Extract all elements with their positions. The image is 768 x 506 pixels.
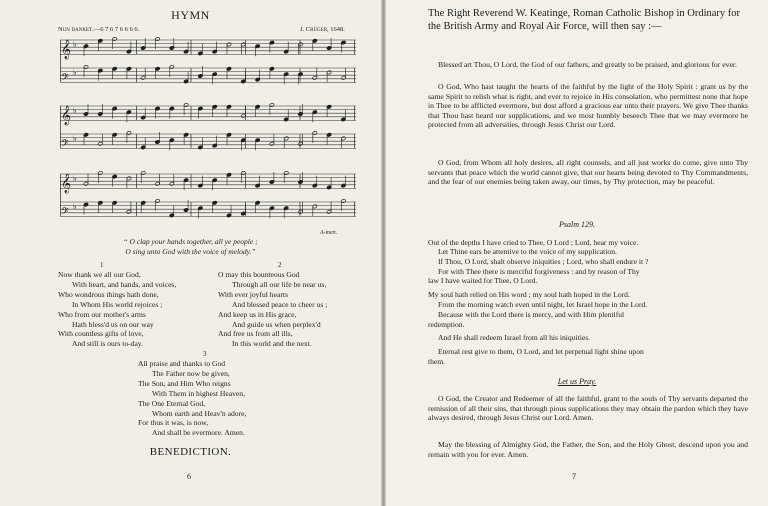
verse-line: Who wondrous things hath done,: [58, 289, 159, 299]
verse-line: And still is ours to-day.: [72, 339, 144, 349]
treble-clef: 𝄞: [61, 173, 72, 194]
psalm-line: law I have waited for Thee, O Lord.: [428, 276, 538, 285]
flat-sign: ♭: [73, 40, 77, 50]
bishop-introduction: The Right Reverend W. Keatinge, Roman Catholic Bishop in Ordinary for the British Army and Royal Air Force, will then say :—: [428, 8, 741, 32]
verse-line: Who from our mother's arms: [58, 309, 146, 319]
blessing-paragraph: May the blessing of Almighty God, the Father, the Son, and the Holy Ghost, descend upon you and remain with you for ever. Amen.: [428, 440, 748, 459]
verse-2: [218, 270, 327, 349]
hymn-title: HYMN: [171, 8, 210, 22]
verse-1: [58, 270, 176, 349]
psalm-heading: Psalm 129.: [559, 220, 595, 229]
verse-line: And keep us in His grace,: [218, 309, 297, 319]
verse-line: With Them in highest Heaven,: [152, 388, 245, 398]
psalm-line: them.: [428, 357, 446, 366]
prayer-paragraph-3: O God, from Whom all holy desires, all right counsels, and all just works do come, give unto Thy servants that peace which the world cannot give, that our hearts being devoted to Thy Commandments, and the fear of our enemies being taken away, our times, by Thy protection, may be peaceful.: [428, 158, 748, 187]
psalm-line: For with Thee there is merciful forgiveness : and by reason of Thy: [438, 267, 640, 276]
scripture-quote-line-2: O sing unto God with the voice of melody.”: [125, 247, 256, 256]
verse-line: O may this bounteous God: [218, 270, 300, 279]
verse-3: [138, 359, 246, 438]
benediction-heading: BENEDICTION.: [149, 446, 232, 458]
bass-clef: 𝄢: [61, 205, 69, 220]
psalm-line: My soul hath relied on His word ; my soul hath hoped in the Lord.: [428, 290, 630, 299]
prayer-paragraph-4: O God, the Creator and Redeemer of all the faithful, grant to the souls of Thy servants departed the remission of all their sins, that through pious supplications they may obtain the pardon which they have always desired, through Jesus Christ our Lord. Amen.: [428, 394, 748, 423]
verse-line: The One Eternal God,: [138, 398, 206, 408]
verse-number-2: 2: [278, 261, 282, 269]
amen-label: A-men.: [320, 230, 338, 236]
verse-line: Now thank we all our God,: [58, 270, 141, 279]
prayer-paragraph-2: O God, Who hast taught the hearts of the faithful by the light of the Holy Spirit : grant us by the same Spirit to relish what is right, and ever to rejoice in His consolation, who permittest none that hope in Thee to be afflicted evermore, but dost afford a gracious ear unto their prayers. We give Thee thanks that Thou hast heard our supplications, and we most humbly beseech Thee that we may evermore be protected from all adversities, through Jesus Christ our Lord.: [428, 82, 748, 130]
psalm-line: If Thou, O Lord, shalt observe iniquities ; Lord, who shall endure it ?: [438, 257, 649, 266]
treble-clef: 𝄞: [61, 105, 72, 126]
verse-line: Whom earth and Heav'n adore,: [152, 408, 247, 418]
scripture-quote-line-1: “ O clap your hands together, all ye people ;: [123, 237, 258, 246]
treble-clef: 𝄞: [61, 39, 72, 60]
verse-line: The Son, and Him Who reigns: [138, 378, 231, 388]
verse-number-3: 3: [203, 350, 207, 358]
flat-sign: ♭: [73, 202, 77, 212]
verse-line: And shall be evermore. Amen.: [152, 428, 245, 438]
psalm-line: And He shall redeem Israel from all his iniquities.: [438, 333, 591, 342]
psalm-line: From the morning watch even until night, let Israel hope in the Lord.: [438, 300, 648, 309]
page-number-right: 7: [572, 472, 576, 481]
verse-line: For thus it was, is now,: [138, 418, 209, 428]
verse-line: Hath bless'd us on our way: [72, 319, 154, 329]
verse-line: All praise and thanks to God: [138, 359, 226, 368]
psalm-line: Eternal rest give to them, O Lord, and let perpetual light shine upon: [438, 347, 644, 356]
verse-line: And blessed peace to cheer us ;: [232, 299, 328, 309]
flat-sign: ♭: [73, 106, 77, 116]
flat-sign: ♭: [73, 134, 77, 144]
bass-clef: 𝄢: [61, 71, 69, 86]
prayer-paragraph-1: Blessed art Thou, O Lord, the God of our fathers, and greatly to be praised, and glorious for ever.: [438, 60, 737, 69]
music-score: [60, 34, 358, 234]
psalm-line: Because with the Lord there is mercy, and with Him plentiful: [438, 310, 625, 319]
flat-sign: ♭: [73, 174, 77, 184]
verse-line: In this world and the next.: [232, 339, 312, 349]
verse-line: The Father now be given,: [152, 368, 230, 378]
verse-number-1: 1: [100, 261, 104, 269]
verse-line: Through all our life be near us,: [232, 279, 327, 289]
flat-sign: ♭: [73, 68, 77, 78]
verse-line: In Whom His world rejoices ;: [72, 299, 163, 309]
page-number-left: 6: [187, 472, 191, 481]
composer: J. Crüger, 1648.: [300, 26, 345, 33]
bass-clef: 𝄢: [61, 137, 69, 152]
verse-line: With heart, and hands, and voices,: [72, 279, 177, 289]
verse-line: And free us from all ills,: [218, 329, 293, 339]
let-us-pray-heading: Let us Pray.: [557, 377, 597, 386]
verse-line: With ever joyful hearts: [218, 289, 288, 299]
verse-line: And guide us when perplex'd: [232, 319, 321, 329]
psalm-line: redemption.: [428, 320, 465, 329]
verse-line: With countless gifts of love,: [58, 329, 144, 339]
tune-name: Nun danket.—6 7 6 7 6 6 6 6.: [58, 26, 140, 33]
psalm-line: Out of the depths I have cried to Thee, O Lord ; Lord, hear my voice.: [428, 238, 639, 247]
psalm-line: Let Thine ears be attentive to the voice of my supplication.: [438, 247, 617, 256]
